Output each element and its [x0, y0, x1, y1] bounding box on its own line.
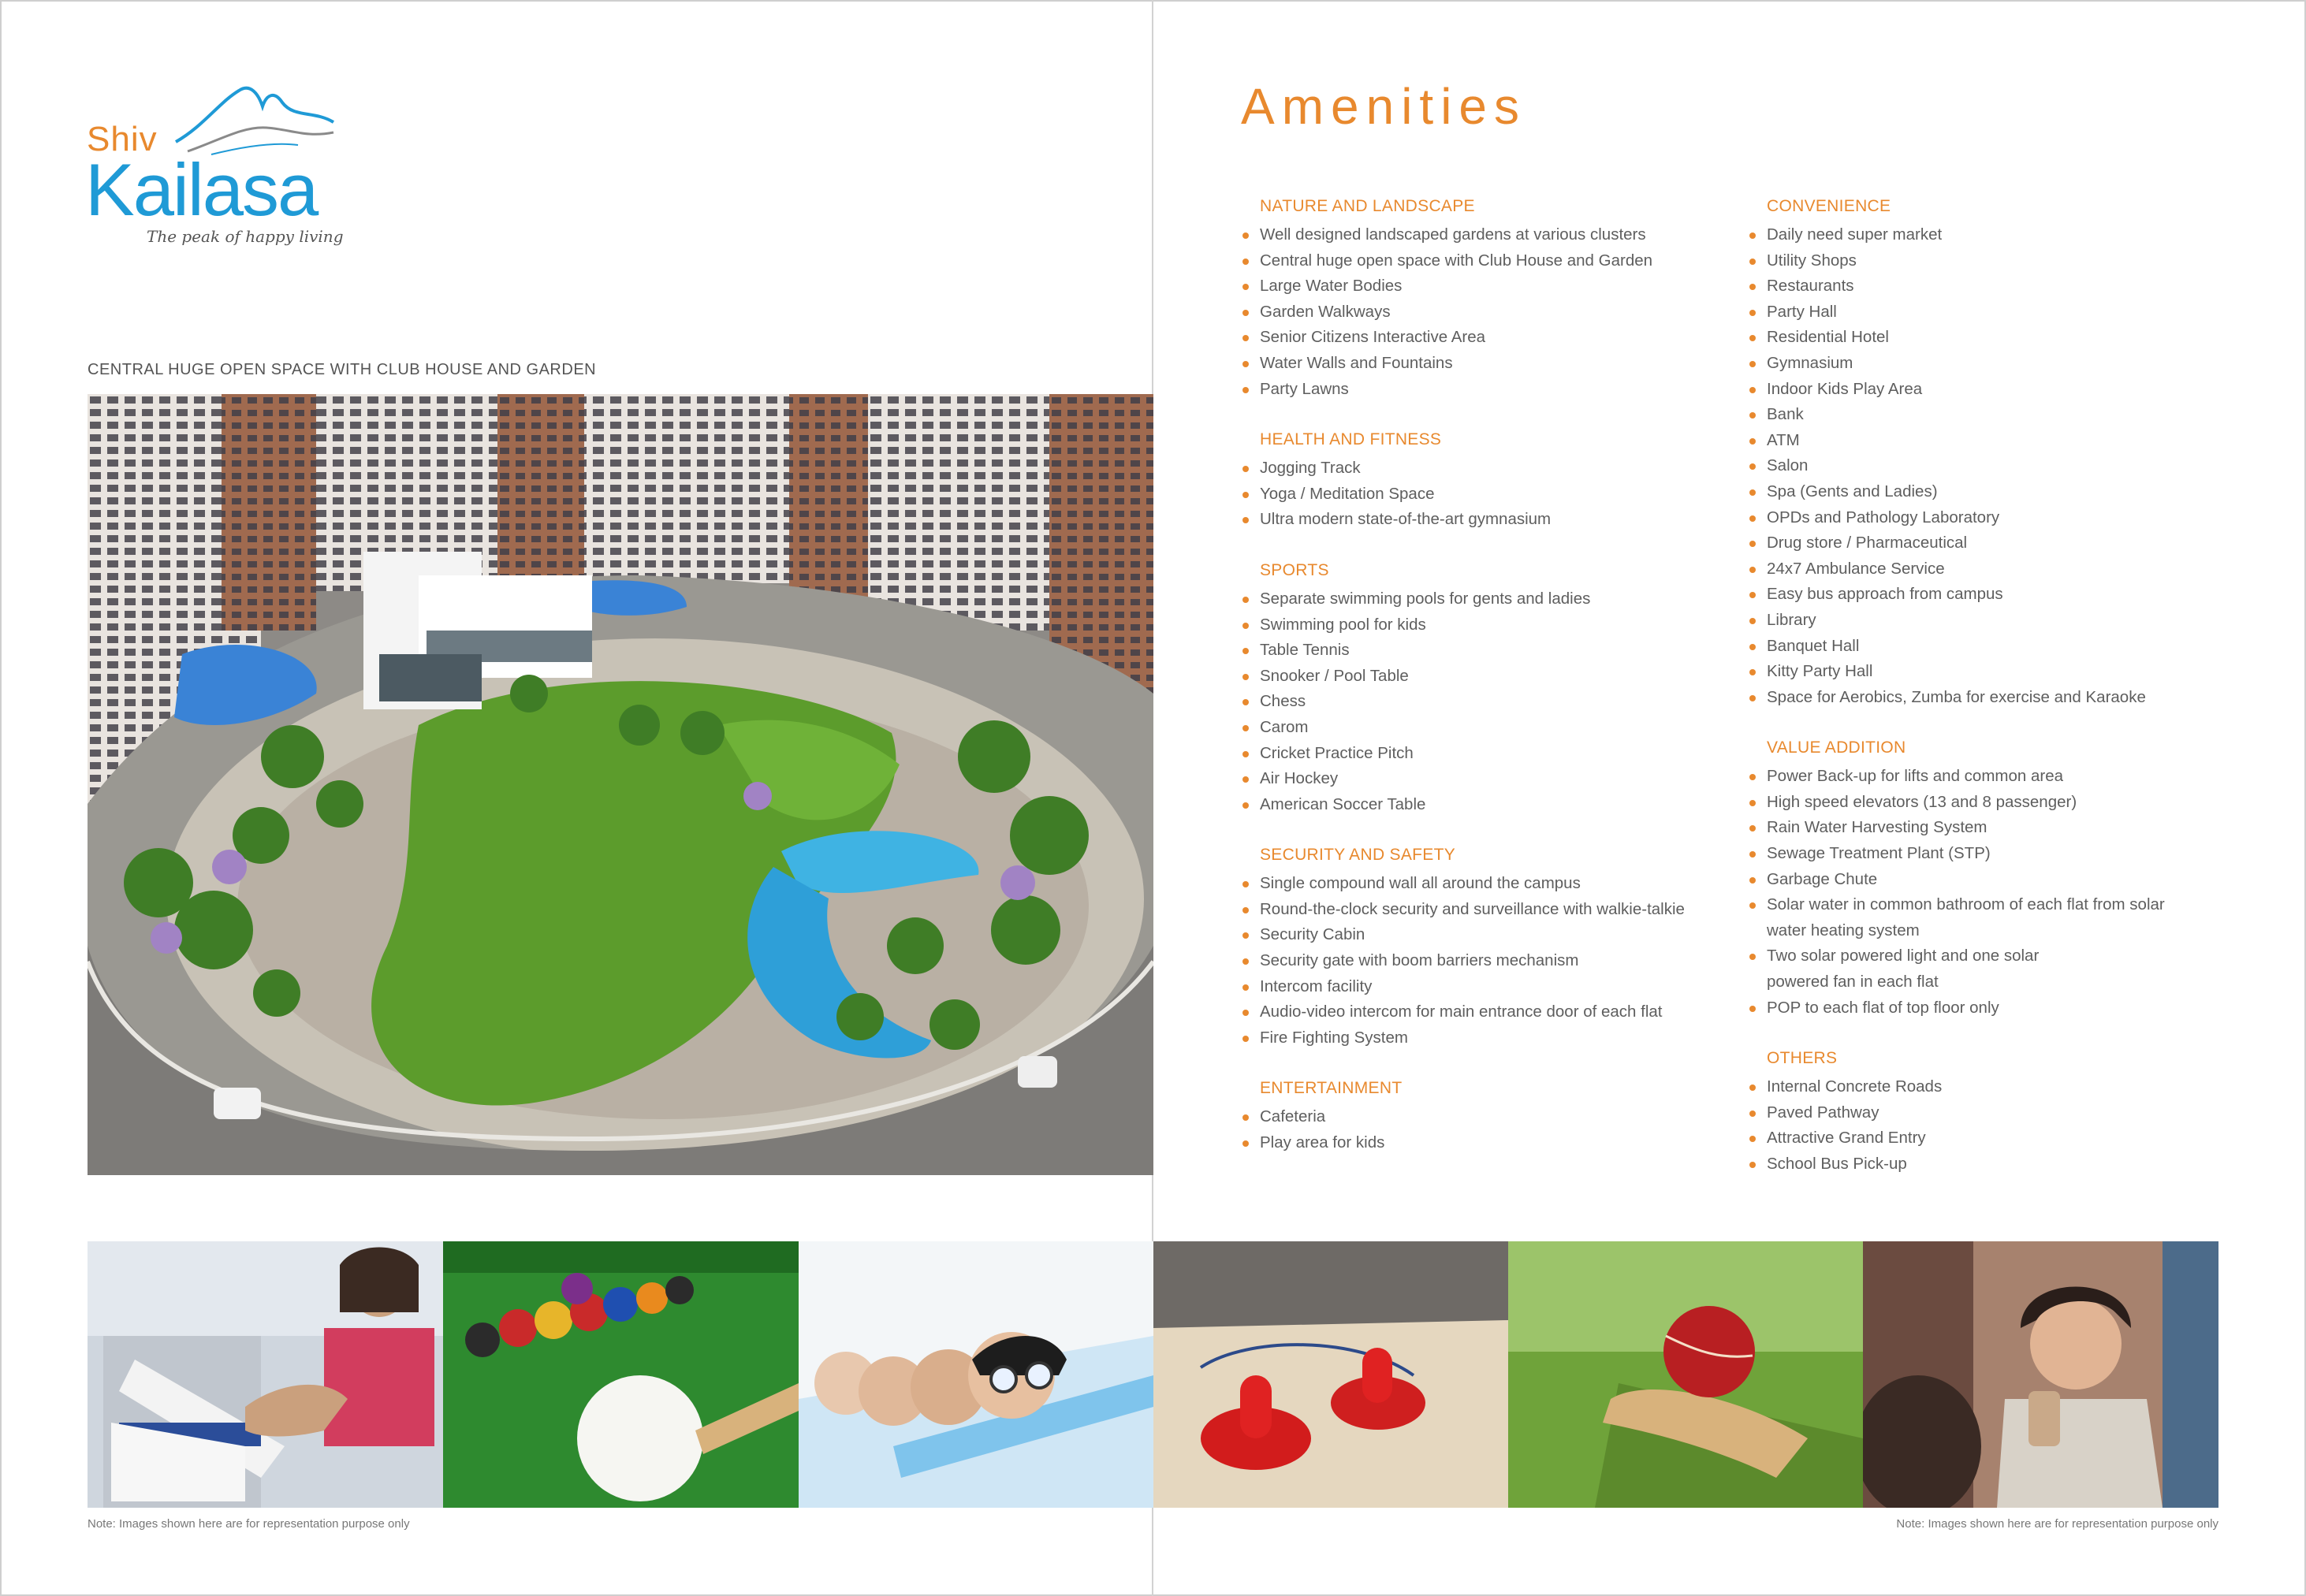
logo-tagline: The peak of happy living — [147, 227, 344, 246]
amenity-item: Indoor Kids Play Area — [1767, 377, 2271, 403]
amenity-item: Solar water in common bathroom of each flat from solar water heating system — [1767, 892, 2177, 943]
amenity-section-entertainment — [1260, 1076, 1764, 1155]
section-title: ENTERTAINMENT — [1260, 1079, 1403, 1098]
amenity-item: Cricket Practice Pitch — [1260, 741, 1764, 767]
amenity-item: American Soccer Table — [1260, 792, 1764, 818]
section-title: SECURITY AND SAFETY — [1260, 846, 1456, 865]
section-title: NATURE AND LANDSCAPE — [1260, 197, 1475, 215]
amenity-item: Bank — [1767, 402, 2271, 428]
amenity-item: Swimming pool for kids — [1260, 612, 1764, 638]
amenity-item: Chess — [1260, 689, 1764, 715]
amenity-item: POP to each flat of top floor only — [1767, 995, 2271, 1021]
amenity-item: Security Cabin — [1260, 922, 1764, 948]
gym-photo — [88, 1241, 443, 1508]
amenity-item: Round-the-clock security and surveillance with walkie-talkie — [1260, 897, 1764, 923]
cafe-woman-photo — [1863, 1241, 2218, 1508]
amenity-item: Drug store / Pharmaceutical — [1767, 530, 2271, 556]
amenity-item: Residential Hotel — [1767, 325, 2271, 351]
amenity-item: Table Tennis — [1260, 638, 1764, 664]
section-title: CONVENIENCE — [1767, 197, 1891, 215]
amenity-item: Play area for kids — [1260, 1130, 1764, 1156]
section-title: SPORTS — [1260, 560, 1329, 579]
amenity-item: Banquet Hall — [1767, 634, 2271, 660]
amenity-section-others — [1767, 1046, 2271, 1177]
amenity-item: Attractive Grand Entry — [1767, 1125, 2271, 1151]
amenity-item: Carom — [1260, 715, 1764, 741]
amenity-item: High speed elevators (13 and 8 passenger) — [1767, 790, 2271, 816]
amenity-item: OPDs and Pathology Laboratory — [1767, 505, 2271, 531]
mountain-logo-icon — [172, 79, 337, 158]
amenity-item: Paved Pathway — [1767, 1100, 2271, 1126]
amenity-item: Library — [1767, 608, 2271, 634]
swimming-kids-photo — [799, 1241, 1153, 1508]
amenity-item: Spa (Gents and Ladies) — [1767, 479, 2271, 505]
snooker-photo — [443, 1241, 799, 1508]
amenity-item: Garden Walkways — [1260, 299, 1764, 326]
amenity-item: Separate swimming pools for gents and ladies — [1260, 586, 1764, 612]
amenity-item: Ultra modern state-of-the-art gymnasium — [1260, 507, 1764, 533]
aerial-clubhouse-image — [88, 394, 1153, 1175]
amenity-section-sports — [1260, 558, 1764, 817]
section-title: OTHERS — [1767, 1049, 1838, 1068]
amenity-item: Restaurants — [1767, 273, 2271, 299]
amenity-item: Easy bus approach from campus — [1767, 582, 2271, 608]
amenity-item: Intercom facility — [1260, 974, 1764, 1000]
section-title: HEALTH AND FITNESS — [1260, 430, 1442, 449]
amenity-item: Water Walls and Fountains — [1260, 351, 1764, 377]
amenity-item: Fire Fighting System — [1260, 1025, 1764, 1051]
amenity-item: Party Lawns — [1260, 377, 1764, 403]
amenity-item: Senior Citizens Interactive Area — [1260, 325, 1764, 351]
amenity-item: Utility Shops — [1767, 248, 2271, 274]
amenities-column-left — [1260, 194, 1764, 1181]
disclaimer-note-right: Note: Images shown here are for representation purpose only — [1896, 1517, 2218, 1531]
disclaimer-note-left: Note: Images shown here are for representation purpose only — [88, 1517, 410, 1531]
amenity-item: Daily need super market — [1767, 222, 2271, 248]
amenity-item: Kitty Party Hall — [1767, 659, 2271, 685]
amenity-item: Cafeteria — [1260, 1104, 1764, 1130]
section-title: VALUE ADDITION — [1767, 738, 1906, 757]
amenity-item: Rain Water Harvesting System — [1767, 815, 2271, 841]
amenity-item: Central huge open space with Club House and Garden — [1260, 248, 1764, 274]
amenity-item: Internal Concrete Roads — [1767, 1074, 2271, 1100]
amenity-section-nature — [1260, 194, 1764, 402]
amenity-item: Power Back-up for lifts and common area — [1767, 764, 2271, 790]
logo-kailasa-text: Kailasa — [85, 148, 318, 231]
aerial-photo-caption: CENTRAL HUGE OPEN SPACE WITH CLUB HOUSE AND GARDEN — [88, 361, 597, 378]
amenity-section-value-addition — [1767, 735, 2271, 1021]
amenity-item: Sewage Treatment Plant (STP) — [1767, 841, 2271, 867]
amenity-item: ATM — [1767, 428, 2271, 454]
amenity-item: Air Hockey — [1260, 766, 1764, 792]
logo-shiv-text: Shiv — [87, 120, 158, 158]
amenity-item: Well designed landscaped gardens at various clusters — [1260, 222, 1764, 248]
amenity-item: Party Hall — [1767, 299, 2271, 326]
amenities-column-right — [1767, 194, 2271, 1203]
amenity-section-convenience — [1767, 194, 2271, 710]
cricket-photo — [1508, 1241, 1863, 1508]
brand-logo — [85, 79, 345, 252]
amenities-heading: Amenities — [1241, 78, 1526, 135]
amenity-item: Security gate with boom barriers mechanism — [1260, 948, 1764, 974]
amenity-item: School Bus Pick-up — [1767, 1151, 2271, 1177]
amenity-item: Large Water Bodies — [1260, 273, 1764, 299]
air-hockey-photo — [1153, 1241, 1508, 1508]
amenity-item: Yoga / Meditation Space — [1260, 482, 1764, 508]
amenity-item: Garbage Chute — [1767, 867, 2271, 893]
amenity-item: Gymnasium — [1767, 351, 2271, 377]
amenity-item: Audio-video intercom for main entrance door of each flat — [1260, 999, 1764, 1025]
amenity-section-security — [1260, 843, 1764, 1051]
amenity-item: Jogging Track — [1260, 456, 1764, 482]
amenity-section-health — [1260, 427, 1764, 533]
amenity-item: Space for Aerobics, Zumba for exercise and Karaoke — [1767, 685, 2271, 711]
amenity-item: Two solar powered light and one solar powered fan in each flat — [1767, 943, 2051, 995]
amenity-item: 24x7 Ambulance Service — [1767, 556, 2271, 582]
amenity-item: Single compound wall all around the campus — [1260, 871, 1764, 897]
amenity-item: Salon — [1767, 453, 2271, 479]
amenity-item: Snooker / Pool Table — [1260, 664, 1764, 690]
